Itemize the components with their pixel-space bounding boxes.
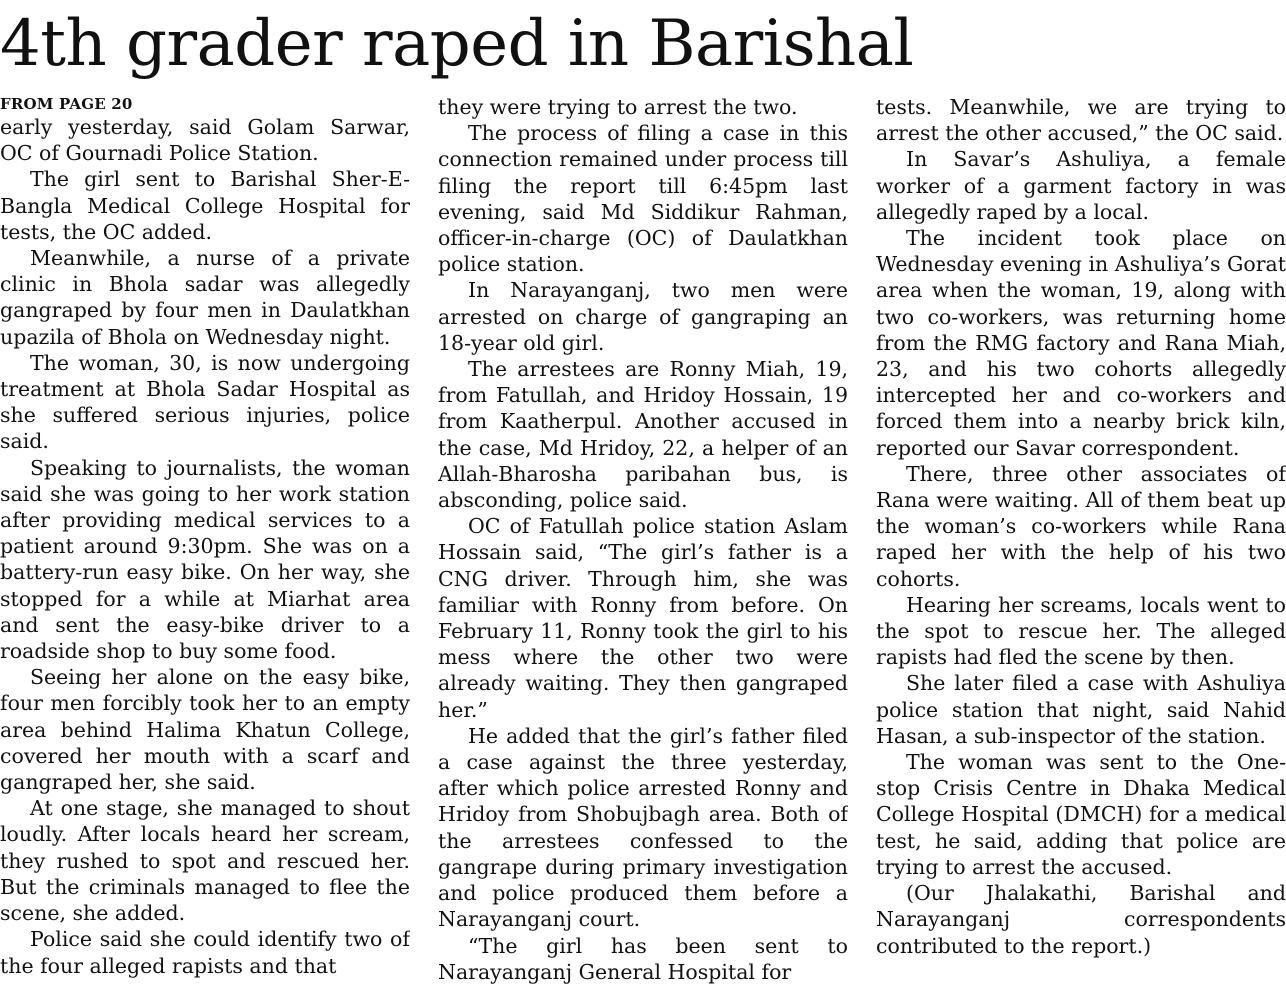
paragraph: “The girl has been sent to Narayanganj General Hospital for	[438, 933, 848, 984]
paragraph: Speaking to journalists, the woman said she was going to her work station after providing medical services to a patient around 9:30pm. She was on a battery-run easy bike. On her way, she stopped for a while at Miarhat area and sent the easy-bike driver to a roadside shop to buy some food.	[0, 455, 410, 664]
paragraph: The girl sent to Barishal Sher-E-Bangla Medical College Hospital for tests, the OC added.	[0, 167, 410, 244]
paragraph: In Narayanganj, two men were arrested on charge of gangraping an 18-year old girl.	[438, 278, 848, 355]
from-page-label: FROM PAGE 20	[0, 95, 133, 113]
paragraph: Hearing her screams, locals went to the spot to rescue her. The alleged rapists had fled the scene by then.	[876, 592, 1286, 670]
paragraph: In Savar’s Ashuliya, a female worker of a garment factory in was allegedly raped by a local.	[876, 147, 1286, 224]
paragraph: The woman, 30, is now undergoing treatment at Bhola Sadar Hospital as she suffered serious injuries, police said.	[0, 350, 410, 454]
paragraph: early yesterday, said Golam Sarwar, OC of Gournadi Police Station.	[0, 115, 410, 166]
paragraph: OC of Fatullah police station Aslam Hossain said, “The girl’s father is a CNG driver. Through him, she was familiar with Ronny from before. On February 11, Ronny took the girl to his mess where the other two were already waiting. They then gangraped her.”	[438, 514, 848, 722]
paragraph: There, three other associates of Rana were waiting. All of them beat up the woman’s co-workers while Rana raped her with the help of his two cohorts.	[876, 461, 1286, 591]
paragraph: The arrestees are Ronny Miah, 19, from Fatullah, and Hridoy Hossain, 19 from Kaatherpul. Another accused in the case, Md Hridoy, 22, a helper of an Allah-Bharosha paribahan bus, is absconding, police said.	[438, 357, 848, 513]
paragraph: At one stage, she managed to shout loudly. After locals heard her scream, they rushed to spot and rescued her. But the criminals managed to flee the scene, she added.	[0, 796, 410, 926]
article-column-2	[438, 94, 848, 996]
paragraph: The process of filing a case in this connection remained under process till filing the report till 6:45pm last evening, said Md Siddikur Rahman, officer-in-charge (OC) of Daulatkhan police station.	[438, 121, 848, 277]
article-column-1	[0, 94, 410, 996]
paragraph: Police said she could identify two of the four alleged rapists and that	[0, 927, 410, 978]
paragraph: He added that the girl’s father filed a case against the three yesterday, after which police arrested Ronny and Hridoy from Shobujbagh area. Both of the arrestees confessed to the gangrape during primary investigation and police produced them before a Narayanganj court.	[438, 723, 848, 932]
paragraph: Meanwhile, a nurse of a private clinic in Bhola sadar was allegedly gangraped by four men in Daulatkhan upazila of Bhola on Wednesday night.	[0, 246, 410, 349]
paragraph: The woman was sent to the One-stop Crisis Centre in Dhaka Medical College Hospital (DMCH) for a medical test, he said, adding that police are trying to arrest the accused.	[876, 750, 1286, 879]
paragraph: they were trying to arrest the two.	[438, 95, 798, 119]
paragraph: The incident took place on Wednesday evening in Ashuliya’s Gorat area when the woman, 19, along with two co-workers, was returning home from the RMG factory and Rana Miah, 23, and his two cohorts allegedly intercepted her and co-workers and forced them into a nearby brick kiln, reported our Savar correspondent.	[876, 226, 1286, 460]
paragraph: She later filed a case with Ashuliya police station that night, said Nahid Hasan, a sub-inspector of the station.	[876, 671, 1286, 748]
paragraph: tests. Meanwhile, we are trying to arrest the other accused,” the OC said.	[876, 95, 1286, 146]
paragraph: Seeing her alone on the easy bike, four men forcibly took her to an empty area behind Halima Khatun College, covered her mouth with a scarf and gangraped her, she said.	[0, 665, 410, 795]
article-column-3	[876, 94, 1286, 996]
paragraph: (Our Jhalakathi, Barishal and Narayanganj correspondents contributed to the report.)	[876, 881, 1286, 958]
headline: 4th grader raped in Barishal	[0, 7, 914, 81]
